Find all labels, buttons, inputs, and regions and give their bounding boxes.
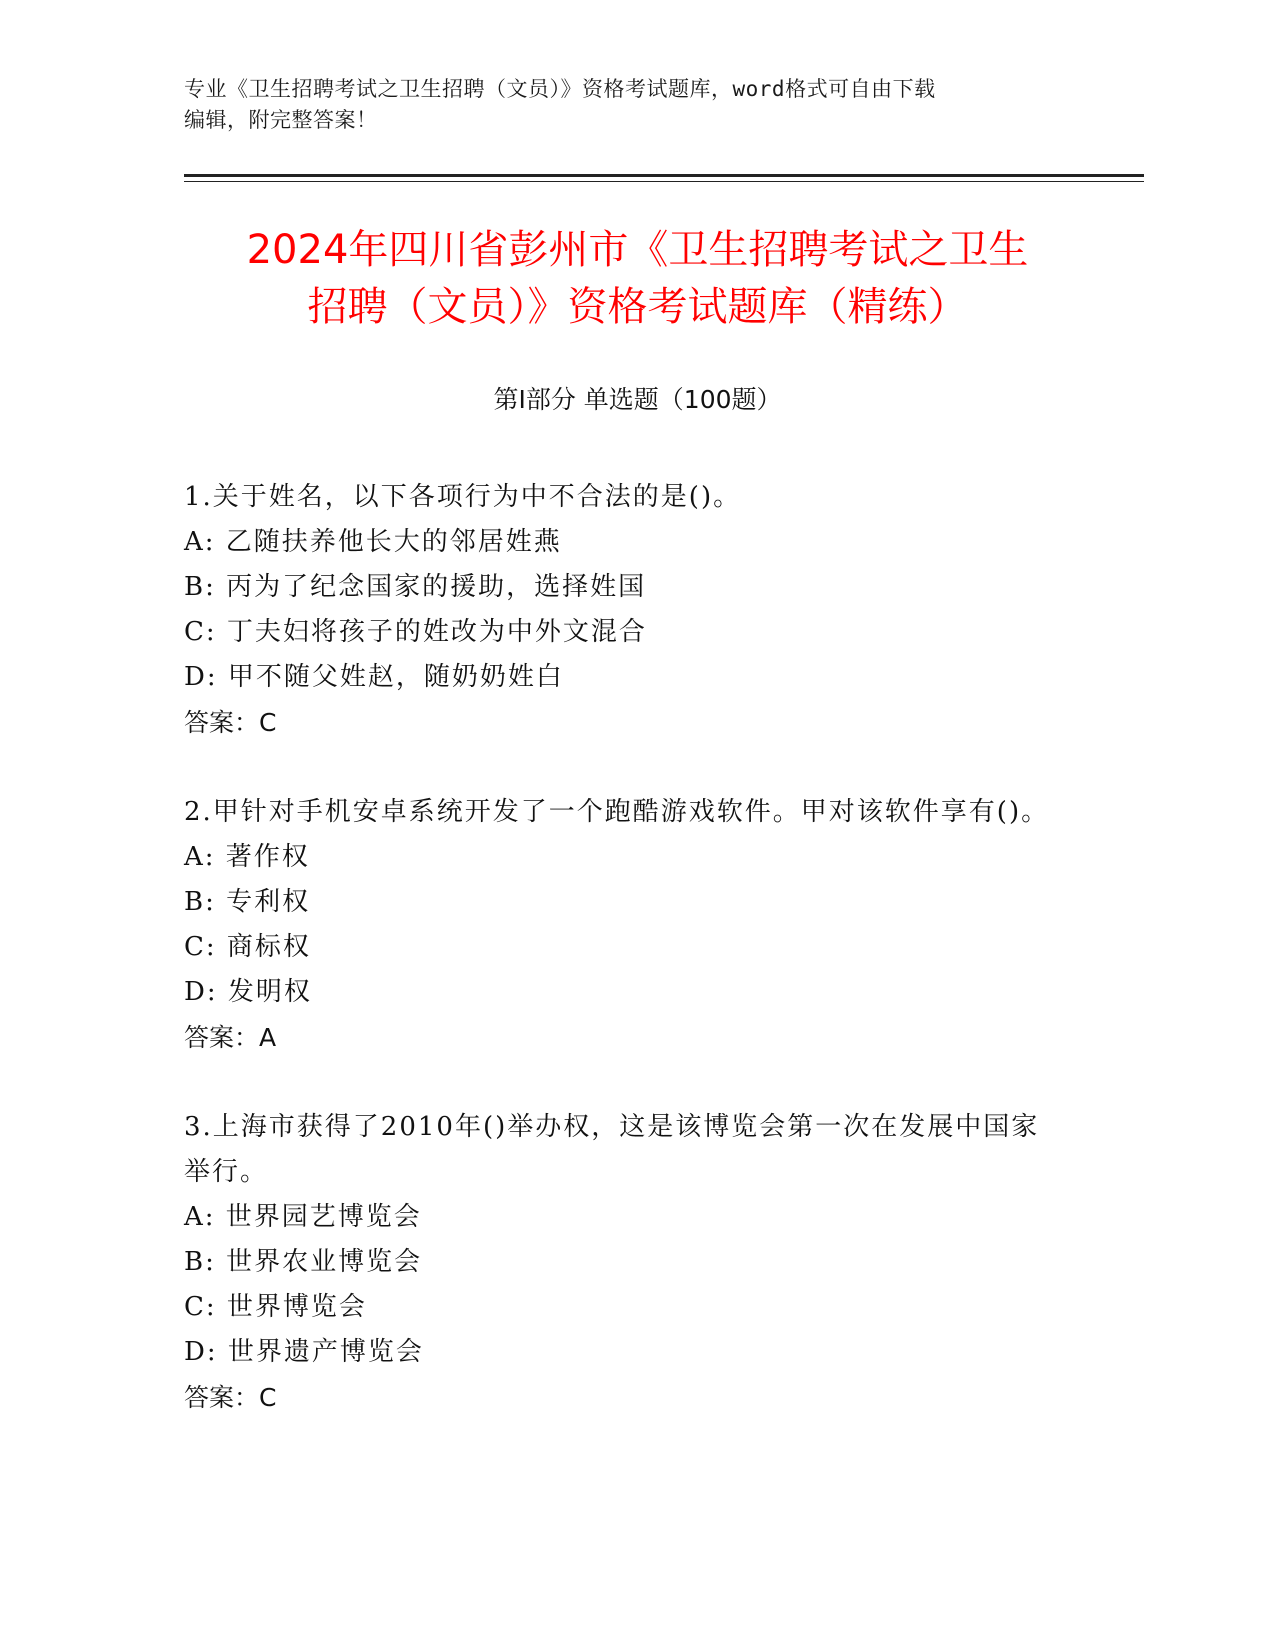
question-stem: 1.关于姓名，以下各项行为中不合法的是()。 (184, 482, 742, 512)
question-stem: 3.上海市获得了2010年()举办权，这是该博览会第一次在发展中国家举行。 (184, 1112, 1040, 1187)
option-a: A: 世界园艺博览会 (184, 1202, 422, 1232)
document-title-line-1: 2024年四川省彭州市《卫生招聘考试之卫生 (246, 227, 1029, 273)
header-note-line-1: 专业《卫生招聘考试之卫生招聘（文员）》资格考试题库，word格式可自由下载 (184, 77, 936, 101)
question-item (184, 475, 1064, 745)
option-a: A: 著作权 (184, 842, 310, 872)
answer-line: 答案：C (184, 708, 277, 737)
question-list (184, 475, 1064, 1420)
option-c: C: 世界博览会 (184, 1292, 367, 1322)
option-c: C: 商标权 (184, 932, 311, 962)
document-title-line-2: 招聘（文员）》资格考试题库（精练） (307, 284, 968, 330)
question-stem: 2.甲针对手机安卓系统开发了一个跑酷游戏软件。甲对该软件享有()。 (184, 797, 1050, 827)
option-b: B: 丙为了纪念国家的援助，选择姓国 (184, 572, 647, 602)
option-d: D: 世界遗产博览会 (184, 1337, 424, 1367)
option-d: D: 甲不随父姓赵，随奶奶姓白 (184, 662, 564, 692)
header-divider-thick (184, 174, 1144, 177)
header-divider-thin (184, 181, 1144, 182)
option-c: C: 丁夫妇将孩子的姓改为中外文混合 (184, 617, 647, 647)
question-item (184, 790, 1064, 1060)
section-heading: 第Ⅰ部分 单选题（100题） (493, 385, 782, 414)
option-d: D: 发明权 (184, 977, 312, 1007)
option-a: A: 乙随扶养他长大的邻居姓燕 (184, 527, 562, 557)
option-b: B: 世界农业博览会 (184, 1247, 423, 1277)
answer-line: 答案：C (184, 1383, 277, 1412)
option-b: B: 专利权 (184, 887, 311, 917)
question-spacer (184, 1060, 1064, 1105)
answer-line: 答案：A (184, 1023, 277, 1052)
header-note (184, 74, 1064, 136)
header-note-line-2: 编辑，附完整答案！ (184, 108, 378, 132)
document-title (150, 222, 1125, 336)
question-item (184, 1105, 1064, 1420)
question-spacer (184, 745, 1064, 790)
